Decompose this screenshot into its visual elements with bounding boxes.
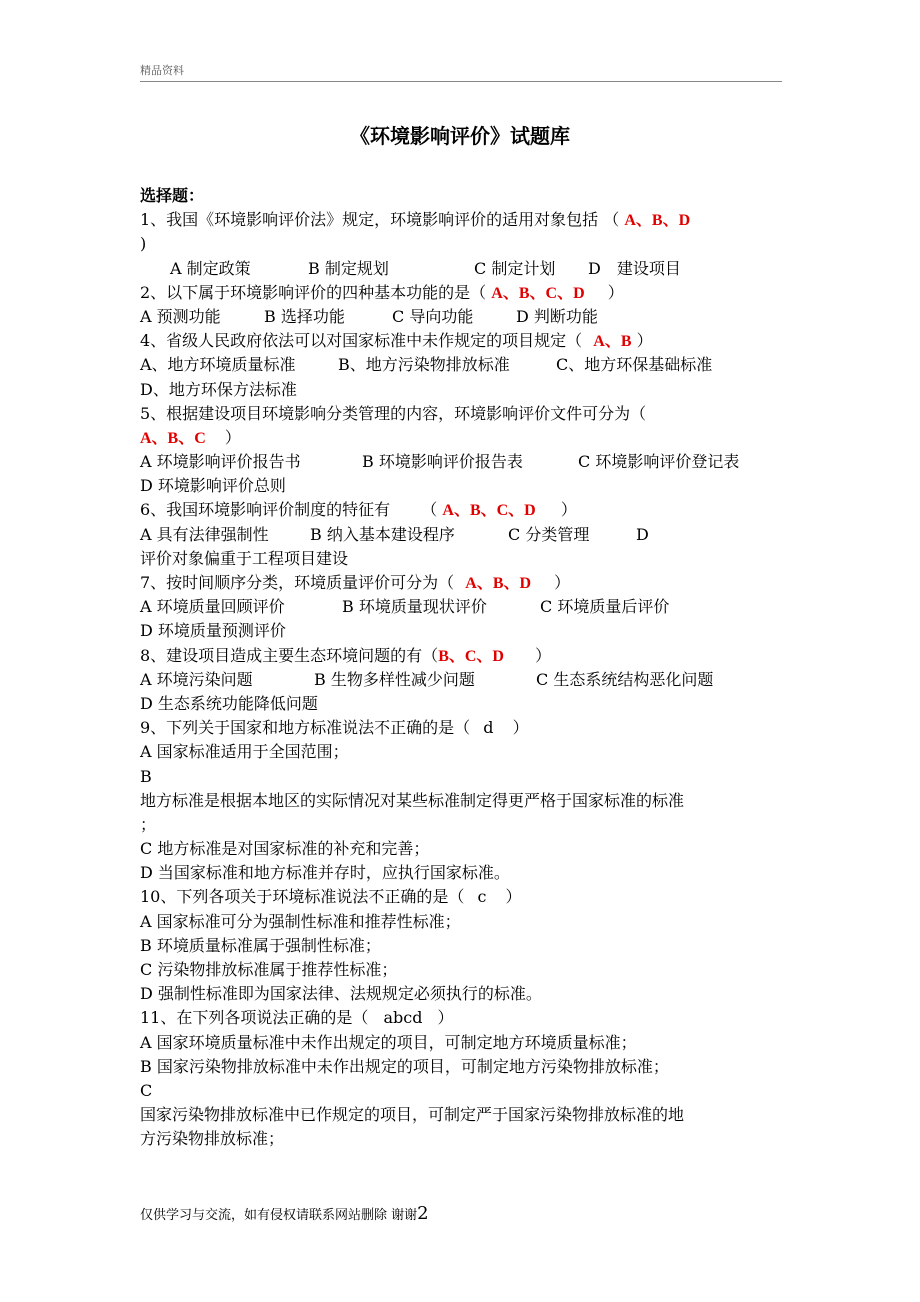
question-5: 5、根据建设项目环境影响分类管理的内容，环境影响评价文件可分为（: [140, 403, 647, 423]
option-c: C 环境影响评价登记表: [578, 452, 740, 472]
option-b: B、地方污染物排放标准: [338, 355, 510, 375]
option-d: D 环境质量预测评价: [140, 621, 286, 641]
option-d: D 强制性标准即为国家法律、法规规定必须执行的标准。: [140, 984, 542, 1004]
option-c: 国家污染物排放标准中已作规定的项目，可制定严于国家污染物排放标准的地: [140, 1105, 685, 1125]
section-heading: 选择题：: [140, 186, 205, 205]
question-close: ）: [560, 500, 577, 520]
footer-text: 仅供学习与交流，如有侵权请联系网站删除 谢谢: [140, 1208, 418, 1223]
option-a: A 具有法律强制性: [140, 524, 269, 544]
option-b: B 环境影响评价报告表: [362, 452, 523, 472]
question-text: 7、按时间顺序分类，环境质量评价可分为（: [140, 573, 455, 592]
option-c: C 地方标准是对国家标准的补充和完善；: [140, 839, 430, 859]
option-c: C 环境质量后评价: [540, 597, 670, 617]
question-close: ）: [607, 282, 624, 302]
options-row: [140, 257, 780, 281]
question-11: [140, 1006, 780, 1030]
question-close: ）: [224, 427, 241, 447]
option-a: A 预测功能: [140, 306, 221, 326]
question-text: 4、省级人民政府依法可以对国家标准中未作规定的项目规定（: [140, 331, 583, 351]
options-row: [140, 353, 780, 377]
options-row: [140, 450, 780, 474]
option-a: A 制定政策: [170, 258, 251, 278]
option-d: D 建设项目: [588, 258, 681, 278]
question-text: 1、我国《环境影响评价法》规定，环境影响评价的适用对象包括 （: [140, 210, 620, 230]
option-a: A 国家标准适用于全国范围；: [140, 742, 349, 762]
option-a: A 国家标准可分为强制性标准和推荐性标准；: [140, 911, 461, 931]
option-c: C 导向功能: [392, 306, 474, 326]
option-a: A 环境污染问题: [140, 669, 253, 689]
question-open: （: [421, 500, 438, 520]
option-b: 地方标准是根据本地区的实际情况对某些标准制定得更严格于国家标准的标准: [140, 790, 685, 810]
option-b-end: ；: [140, 814, 157, 834]
header-rule: [140, 81, 782, 82]
answer: abcd: [383, 1008, 423, 1028]
question-text: 6、我国环境影响评价制度的特征有: [140, 500, 391, 520]
question-text: 2、以下属于环境影响评价的四种基本功能的是（: [140, 282, 487, 302]
question-8: [140, 644, 780, 668]
question-text: 9、下列关于国家和地方标准说法不正确的是（: [140, 718, 471, 738]
option-a: A 国家环境质量标准中未作出规定的项目，可制定地方环境质量标准；: [140, 1032, 637, 1052]
option-d: D 当国家标准和地方标准并存时，应执行国家标准。: [140, 863, 510, 883]
question-10: [140, 885, 780, 909]
option-b: B 纳入基本建设程序: [310, 524, 455, 544]
option-a: A 环境影响评价报告书: [140, 452, 301, 472]
option-c-label: C: [140, 1080, 153, 1100]
option-d: D 判断功能: [516, 306, 598, 326]
question-close: ）: [554, 573, 571, 592]
option-b-label: B: [140, 766, 152, 786]
answer: B、C、D: [438, 647, 504, 665]
question-7: [140, 571, 780, 595]
answer: A、B、C、D: [491, 284, 585, 302]
answer: A、B: [593, 333, 632, 351]
options-row: [140, 523, 780, 547]
question-2: [140, 281, 780, 305]
question-close: ）: [535, 645, 552, 665]
question-list: [140, 184, 780, 1152]
options-row: [140, 595, 780, 619]
options-row: [140, 668, 780, 692]
answer: d: [483, 718, 494, 738]
option-c: C、地方环保基础标准: [556, 355, 713, 375]
option-c: C 污染物排放标准属于推荐性标准；: [140, 960, 398, 979]
option-b: B 环境质量现状评价: [342, 597, 487, 617]
option-b: B 选择功能: [264, 306, 345, 326]
option-d: D 生态系统功能降低问题: [140, 693, 318, 713]
question-1: [140, 208, 780, 232]
page-header: 精品资料: [140, 64, 184, 77]
option-b: B 环境质量标准属于强制性标准；: [140, 935, 381, 955]
question-4: [140, 329, 780, 353]
page-number: 2: [417, 1203, 429, 1224]
question-text: 10、下列各项关于环境标准说法不正确的是（: [140, 887, 465, 907]
answer: A、B、D: [465, 575, 532, 592]
question-close: ): [140, 234, 147, 254]
page-footer: [140, 1203, 429, 1224]
answer: A、B、C: [140, 429, 206, 447]
option-b: B 国家污染物排放标准中未作出规定的项目，可制定地方污染物排放标准；: [140, 1056, 669, 1076]
option-d: D、地方环保方法标准: [140, 379, 297, 399]
options-row: [140, 305, 780, 329]
option-b: B 生物多样性减少问题: [314, 669, 475, 689]
question-close: ）: [512, 718, 529, 738]
option-d: D: [636, 524, 649, 544]
question-close: ）: [505, 887, 522, 907]
option-c: C 生态系统结构恶化问题: [536, 669, 714, 689]
question-text: 8、建设项目造成主要生态环境问题的有（: [140, 645, 439, 665]
option-a: A、地方环境质量标准: [140, 355, 296, 375]
question-6: [140, 498, 780, 522]
question-close: ）: [437, 1008, 454, 1028]
question-5-answer-line: [140, 426, 780, 450]
question-9: [140, 716, 780, 740]
option-d: D 环境影响评价总则: [140, 476, 286, 496]
option-c-cont: 方污染物排放标准；: [140, 1129, 285, 1149]
option-c: C 制定计划: [474, 258, 556, 278]
option-a: A 环境质量回顾评价: [140, 597, 285, 617]
question-close: ）: [636, 331, 653, 351]
option-d-text: 评价对象偏重于工程项目建设: [140, 548, 349, 568]
question-text: 11、在下列各项说法正确的是（: [140, 1008, 369, 1028]
answer: c: [477, 887, 487, 907]
option-c: C 分类管理: [508, 524, 590, 544]
answer: A、B、C、D: [442, 502, 536, 520]
answer: A、B、D: [624, 212, 691, 230]
page-title: 《环境影响评价》试题库: [350, 124, 570, 148]
option-b: B 制定规划: [308, 258, 389, 278]
